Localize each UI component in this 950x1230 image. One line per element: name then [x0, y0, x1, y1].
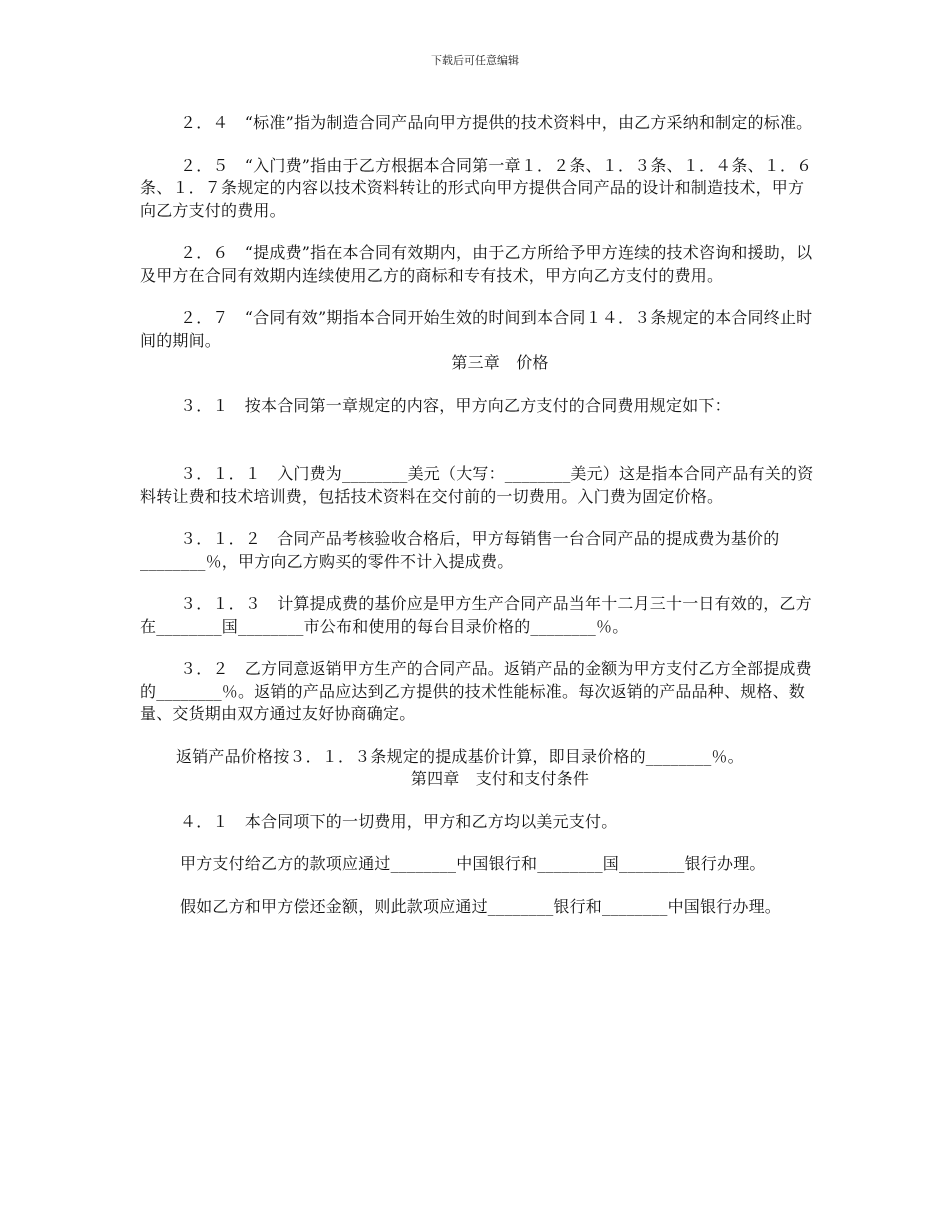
clause-3-1-2: ３．１．２ 合同产品考核验收合格后，甲方每销售一台合同产品的提成费为基价的________％，甲方向乙方购买的零件不计入提成费。	[140, 529, 780, 571]
chapter-4-title: 第四章 支付和支付条件	[410, 769, 590, 788]
clause-3-1: ３．１ 按本合同第一章规定的内容，甲方向乙方支付的合同费用规定如下：	[180, 395, 731, 415]
clause-3-1-3: ３．１．３ 计算提成费的基价应是甲方生产合同产品当年十二月三十一日有效的，乙方在________国________市公布和使用的每台目录价格的________％。	[140, 594, 812, 636]
clause-2-6: ２．６ “提成费”指在本合同有效期内，由于乙方所给予甲方连续的技术咨询和援助，以及甲方在合同有效期内连续使用乙方的商标和专有技术，甲方向乙方支付的费用。	[140, 243, 813, 285]
clause-3-1-1: ３．１．１ 入门费为________美元（大写：________美元）这是指本合同产品有关的资料转让费和技术培训费，包括技术资料在交付前的一切费用。入门费为固定价格。	[140, 464, 814, 506]
chapter-3-title: 第三章 价格	[451, 353, 549, 372]
clause-2-5: ２．５ “入门费”指由于乙方根据本合同第一章１．２条、１．３条、１．４条、１．６条、１．７条规定的内容以技术资料转让的形式向甲方提供合同产品的设计和制造技术，甲方向乙方支付的费用。	[140, 155, 813, 220]
clause-4-1: ４．１ 本合同项下的一切费用，甲方和乙方均以美元支付。	[180, 811, 618, 831]
clause-3-2-price: 返销产品价格按３．１．３条规定的提成基价计算，即目录价格的________％。	[176, 746, 744, 766]
clause-2-7: ２．７ “合同有效”期指本合同开始生效的时间到本合同１４．３条规定的本合同终止时间的期间。	[140, 308, 813, 350]
clause-4-1-payment-bank: 甲方支付给乙方的款项应通过________中国银行和________国________银行办理。	[180, 854, 766, 873]
clause-3-2: ３．２ 乙方同意返销甲方生产的合同产品。返销产品的金额为甲方支付乙方全部提成费的________％。返销的产品应达到乙方提供的技术性能标准。每次返销的产品品种、规格、数量、交货期由双方通过友好协商确定。	[140, 659, 812, 723]
page-header-note: 下载后可任意编辑	[431, 54, 519, 67]
document-body	[140, 112, 820, 918]
clause-2-4: ２．４ “标准”指为制造合同产品向甲方提供的技术资料中，由乙方采纳和制定的标准。	[180, 113, 813, 132]
clause-4-1-repayment-bank: 假如乙方和甲方偿还金额，则此款项应通过________银行和________中国银行办理。	[180, 896, 782, 916]
